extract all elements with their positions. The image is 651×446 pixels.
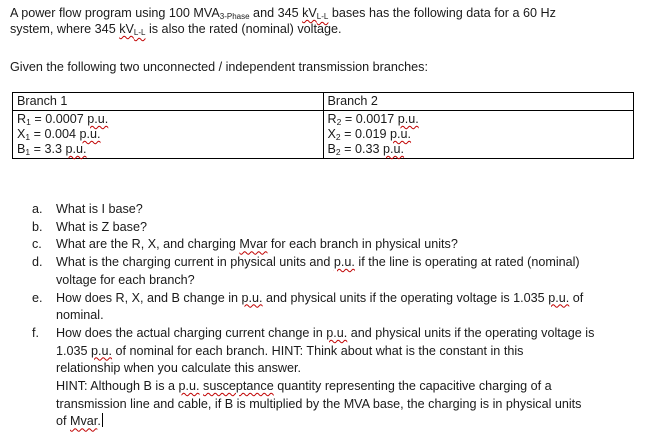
branch-header-label: Branch 2 — [327, 94, 378, 108]
x-value: = 0.019 — [340, 127, 391, 141]
question-label: d. — [32, 255, 43, 270]
intro-line-2 — [10, 21, 341, 41]
branch-2-values — [323, 111, 634, 159]
question-label: a. — [32, 202, 43, 216]
pu-unit: p.u. — [79, 127, 101, 141]
question-d — [26, 254, 638, 289]
b-symbol: B — [17, 142, 26, 156]
spellcheck-word: Mvar — [239, 237, 268, 252]
question-b — [26, 219, 638, 237]
pu-unit: p.u. — [397, 112, 419, 126]
r-value: = 0.0007 — [30, 112, 88, 126]
branch-table — [12, 92, 634, 159]
r-value: = 0.0017 — [341, 112, 398, 126]
branch-1-b — [17, 142, 319, 157]
b-value: = 0.33 — [340, 142, 384, 156]
question-text: and physical units if the operating voltage is — [347, 325, 595, 340]
intro-text: bases has the following data for a 60 Hz — [328, 6, 556, 20]
question-text: voltage for each branch? — [56, 272, 195, 287]
question-text: How does R, X, and B change in — [56, 290, 242, 305]
b-subscript: 1 — [25, 147, 31, 157]
spellcheck-word: p.u. — [326, 325, 348, 340]
x-subscript: 1 — [25, 132, 31, 142]
spellcheck-word: p.u. — [548, 290, 570, 305]
question-text: nominal. — [56, 308, 104, 323]
pu-unit: p.u. — [65, 142, 87, 156]
branch-1-x — [17, 127, 319, 142]
pu-unit: p.u. — [390, 127, 412, 141]
question-text: 1.035 — [56, 343, 92, 358]
question-f — [26, 325, 638, 431]
branch-1-r — [17, 112, 319, 127]
question-text: What is I base? — [56, 202, 143, 216]
b-subscript: 2 — [335, 147, 341, 157]
x-value: = 0.004 — [30, 127, 80, 141]
branch-1-values — [13, 111, 324, 159]
question-text: . — [97, 414, 101, 429]
b-value: = 3.3 — [30, 142, 66, 156]
b-symbol: B — [327, 142, 336, 156]
question-label: e. — [32, 290, 43, 305]
r-subscript: 1 — [26, 117, 31, 127]
question-list — [26, 201, 638, 431]
kv-unit: kV — [119, 22, 134, 36]
ll-subscript: L-L — [316, 12, 329, 21]
question-e — [26, 290, 638, 325]
spellcheck-word: susceptance — [203, 379, 274, 394]
spellcheck-word: p.u. — [241, 290, 263, 305]
given-text: Given the following two unconnected / independent transmission branches: — [10, 60, 428, 74]
branch-2-header — [323, 93, 634, 111]
spellcheck-word: p.u. — [91, 343, 113, 358]
question-text: HINT: Although B is a — [56, 379, 179, 394]
question-text: of — [56, 414, 71, 429]
branch-header-label: Branch 1 — [17, 94, 68, 108]
branch-2-b — [328, 142, 630, 157]
kv-unit: kV — [302, 6, 317, 20]
pu-unit: p.u. — [383, 142, 405, 156]
spellcheck-word: Mvar — [70, 414, 98, 429]
question-text: and physical units if the operating voltage is 1.035 — [262, 290, 549, 305]
question-text: transmission line and cable, if B is multiplied by the MVA base, the charging is in physical units — [56, 396, 582, 411]
question-label: f. — [32, 325, 39, 340]
question-text: for each branch in physical units? — [267, 237, 458, 252]
spellcheck-word: p.u. — [333, 255, 355, 270]
question-c — [26, 236, 638, 254]
question-text: What is the charging current in physical units and — [56, 255, 334, 270]
x-symbol: X — [327, 127, 336, 141]
given-statement — [10, 59, 428, 75]
r-subscript: 2 — [336, 117, 342, 127]
question-label: b. — [32, 219, 43, 234]
intro-text: system, where 345 — [10, 22, 120, 36]
question-text: if the line is operating at rated (nominal) — [354, 255, 580, 270]
branch-2-x — [328, 127, 630, 142]
branch-1-header — [13, 93, 324, 111]
table-row — [13, 93, 634, 111]
table-row — [13, 111, 634, 159]
question-text: How does the actual charging current change in — [56, 325, 327, 340]
text-cursor[interactable] — [102, 413, 103, 427]
question-a — [26, 201, 638, 219]
spellcheck-word: p.u. — [178, 379, 200, 394]
question-text: What is Z base? — [56, 219, 147, 234]
question-text: of nominal for each branch. HINT: Think about what is the constant in this — [112, 343, 524, 358]
question-text: What are the R, X, and charging — [56, 237, 240, 252]
question-text: of — [569, 290, 584, 305]
r-symbol: R — [327, 112, 337, 126]
ll-subscript: L-L — [133, 28, 146, 37]
intro-text: A power flow program using 100 MVA — [10, 6, 220, 20]
x-subscript: 2 — [335, 132, 341, 142]
intro-text: is also the rated (nominal) voltage. — [145, 22, 342, 36]
mva-subscript: 3-Phase — [219, 12, 250, 21]
question-text: quantity representing the capacitive charging of a — [273, 379, 552, 394]
pu-unit: p.u. — [87, 112, 109, 126]
question-label: c. — [32, 237, 42, 252]
r-symbol: R — [17, 112, 27, 126]
question-text: relationship when you calculate this answer. — [56, 361, 302, 376]
x-symbol: X — [17, 127, 26, 141]
branch-2-r — [328, 112, 630, 127]
intro-text: and 345 — [249, 6, 303, 20]
